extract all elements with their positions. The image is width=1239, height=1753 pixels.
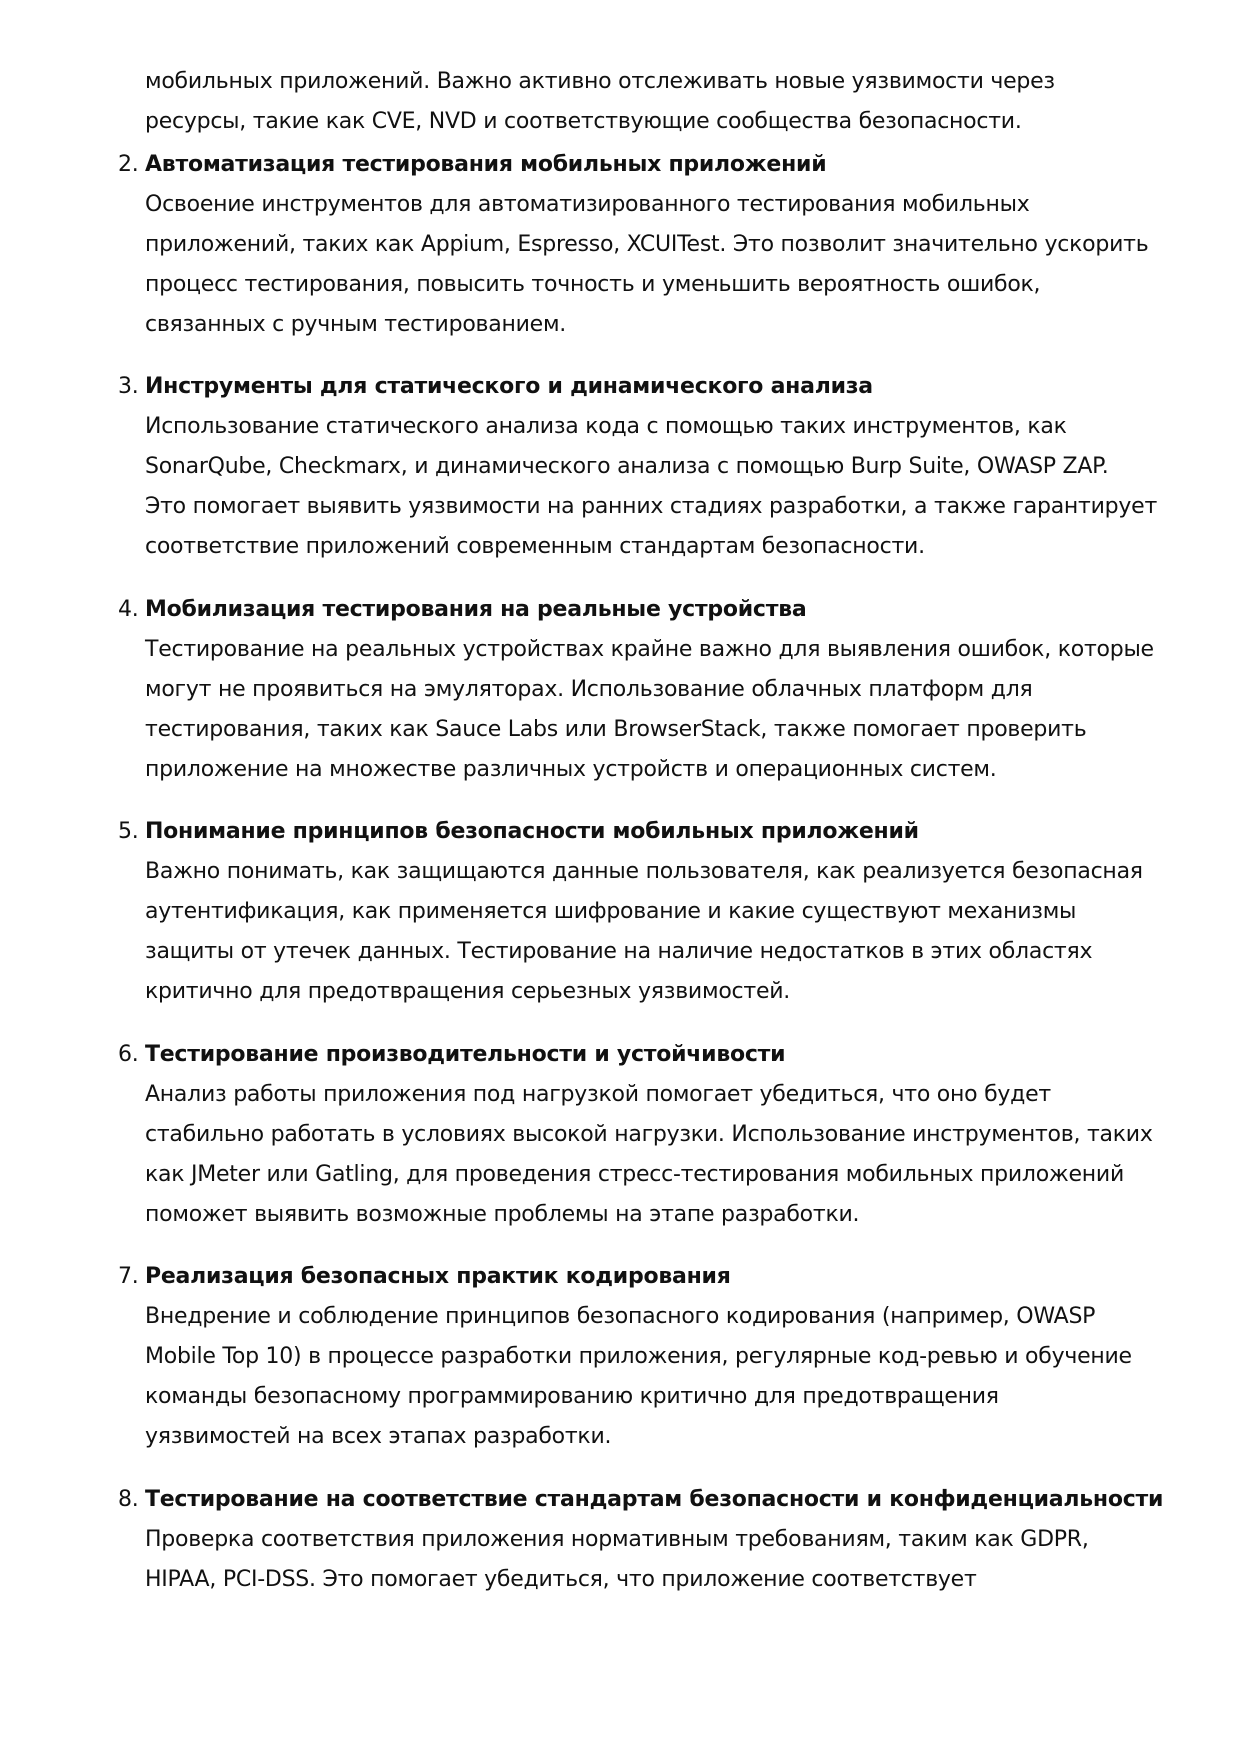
list-item-line: Внедрение и соблюдение принципов безопасного кодирования (например, OWASP <box>145 1304 1096 1329</box>
list-item-line: могут не проявиться на эмуляторах. Использование облачных платформ для <box>145 677 1033 702</box>
list-item-number: 5. <box>118 819 139 844</box>
list-item-title: Тестирование на соответствие стандартам безопасности и конфиденциальности <box>145 1487 1164 1512</box>
list-item-line: приложений, таких как Appium, Espresso, XCUITest. Это позволит значительно ускорить <box>145 232 1149 257</box>
list-item-title: Мобилизация тестирования на реальные устройства <box>145 597 807 622</box>
list-item-line: Это помогает выявить уязвимости на ранних стадиях разработки, а также гарантирует <box>145 494 1158 519</box>
list-item-line: процесс тестирования, повысить точность и уменьшить вероятность ошибок, <box>145 272 1041 297</box>
intro-line: мобильных приложений. Важно активно отслеживать новые уязвимости через <box>145 69 1055 94</box>
list-item-line: команды безопасному программированию критично для предотвращения <box>145 1384 999 1409</box>
list-item-number: 2. <box>118 152 139 177</box>
list-item-line: стабильно работать в условиях высокой нагрузки. Использование инструментов, таких <box>145 1122 1153 1147</box>
list-item-line: Проверка соответствия приложения нормативным требованиям, таким как GDPR, <box>145 1527 1089 1552</box>
list-item-heading <box>118 1480 1164 1520</box>
list-item-heading <box>118 145 1158 185</box>
list-item-body <box>118 852 1158 1012</box>
list-item-title: Инструменты для статического и динамического анализа <box>145 374 873 399</box>
list-item-line: защиты от утечек данных. Тестирование на наличие недостатков в этих областях <box>145 939 1093 964</box>
list-item-heading <box>118 812 1158 852</box>
list-item-heading <box>118 367 1158 407</box>
list-item-line: Анализ работы приложения под нагрузкой помогает убедиться, что оно будет <box>145 1082 1051 1107</box>
list-item-heading <box>118 1035 1158 1075</box>
list-item-body <box>118 1520 1158 1600</box>
list-item-8 <box>118 1480 1164 1600</box>
list-item-line: HIPAA, PCI-DSS. Это помогает убедиться, что приложение соответствует <box>145 1567 977 1592</box>
list-item-body <box>118 630 1158 790</box>
list-item-number: 6. <box>118 1042 139 1067</box>
list-item-line: уязвимостей на всех этапах разработки. <box>145 1424 612 1449</box>
list-item-5 <box>118 812 1158 1012</box>
list-item-number: 3. <box>118 374 139 399</box>
list-item-7 <box>118 1257 1158 1457</box>
list-item-number: 7. <box>118 1264 139 1289</box>
list-item-body <box>118 1075 1158 1235</box>
list-item-6 <box>118 1035 1158 1235</box>
list-item-heading <box>118 590 1158 630</box>
list-item-2 <box>118 145 1158 345</box>
list-item-line: приложение на множестве различных устройств и операционных систем. <box>145 757 997 782</box>
list-item-number: 8. <box>118 1487 139 1512</box>
list-item-line: тестирования, таких как Sauce Labs или BrowserStack, также помогает проверить <box>145 717 1087 742</box>
list-item-line: Важно понимать, как защищаются данные пользователя, как реализуется безопасная <box>145 859 1143 884</box>
list-item-line: связанных с ручным тестированием. <box>145 312 567 337</box>
intro-paragraph <box>145 62 1155 142</box>
list-item-number: 4. <box>118 597 139 622</box>
list-item-line: Тестирование на реальных устройствах крайне важно для выявления ошибок, которые <box>145 637 1154 662</box>
list-item-body <box>118 407 1158 567</box>
list-item-body <box>118 1297 1158 1457</box>
list-item-line: поможет выявить возможные проблемы на этапе разработки. <box>145 1202 860 1227</box>
list-item-line: соответствие приложений современным стандартам безопасности. <box>145 534 925 559</box>
list-item-4 <box>118 590 1158 790</box>
list-item-heading <box>118 1257 1158 1297</box>
list-item-line: как JMeter или Gatling, для проведения стресс-тестирования мобильных приложений <box>145 1162 1124 1187</box>
list-item-line: SonarQube, Checkmarx, и динамического анализа с помощью Burp Suite, OWASP ZAP. <box>145 454 1109 479</box>
list-item-line: Использование статического анализа кода с помощью таких инструментов, как <box>145 414 1067 439</box>
list-item-body <box>118 185 1158 345</box>
list-item-title: Реализация безопасных практик кодирования <box>145 1264 731 1289</box>
list-item-line: аутентификация, как применяется шифрование и какие существуют механизмы <box>145 899 1077 924</box>
list-item-3 <box>118 367 1158 567</box>
list-item-title: Тестирование производительности и устойчивости <box>145 1042 786 1067</box>
list-item-title: Понимание принципов безопасности мобильных приложений <box>145 819 919 844</box>
list-item-line: критично для предотвращения серьезных уязвимостей. <box>145 979 791 1004</box>
list-item-line: Mobile Top 10) в процессе разработки приложения, регулярные код-ревью и обучение <box>145 1344 1132 1369</box>
list-item-line: Освоение инструментов для автоматизированного тестирования мобильных <box>145 192 1030 217</box>
list-item-title: Автоматизация тестирования мобильных приложений <box>145 152 827 177</box>
intro-line: ресурсы, такие как CVE, NVD и соответствующие сообщества безопасности. <box>145 109 1022 134</box>
